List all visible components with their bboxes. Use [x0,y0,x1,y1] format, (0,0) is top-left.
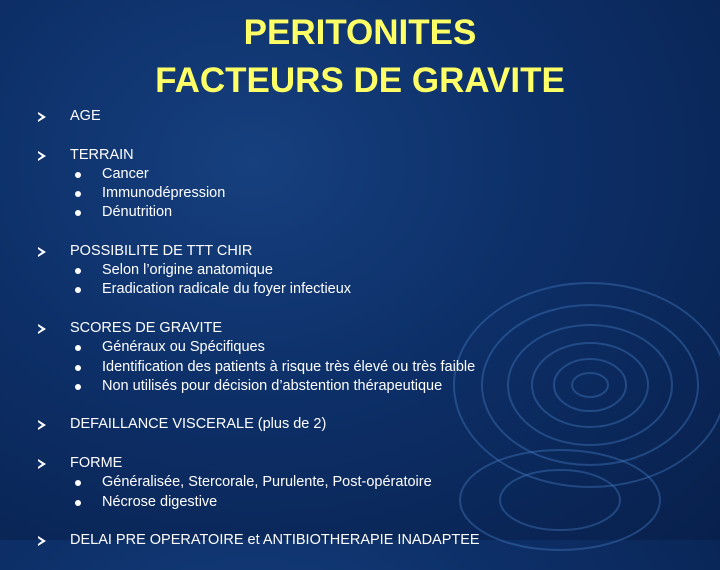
sub-item [70,377,480,396]
sub-item [70,358,480,377]
sub-item-label: Eradication radicale du foyer infectieux [102,281,352,298]
severity-factors-list [38,107,480,570]
list-item-terrain [38,146,480,223]
arrow-bullet-icon [38,151,46,161]
item-label: POSSIBILITE DE TTT CHIR [70,243,253,260]
sub-list [70,338,480,396]
dot-bullet-icon [75,287,81,293]
item-label: SCORES DE GRAVITE [70,320,223,337]
arrow-bullet-icon [38,459,46,469]
list-item-preop-delay [38,531,480,550]
slide-title-line-2: FACTEURS DE GRAVITE [155,61,565,100]
sub-item-label: Dénutrition [102,204,173,221]
slide-title-line-1: PERITONITES [243,13,477,52]
sub-item-label: Selon l’origine anatomique [102,262,273,279]
arrow-bullet-icon [38,420,46,430]
sub-item [70,203,480,222]
sub-item-label: Immunodépression [102,185,226,202]
sub-list [70,473,480,511]
sub-item [70,493,480,512]
sub-item-label: Non utilisés pour décision d’abstention thérapeutique [102,377,443,394]
dot-bullet-icon [75,172,81,178]
sub-list [70,261,480,299]
dot-bullet-icon [75,384,81,390]
dot-bullet-icon [75,210,81,216]
item-label: AGE [70,108,101,124]
dot-bullet-icon [75,500,81,506]
list-item-organ-failure [38,415,480,434]
list-item-severity-scores [38,319,480,396]
dot-bullet-icon [75,365,81,371]
dot-bullet-icon [75,191,81,197]
sub-item [70,473,480,492]
list-item-form [38,454,480,512]
sub-item [70,184,480,203]
list-item-surgical-possibility [38,242,480,300]
item-label: FORME [70,455,123,472]
sub-item [70,165,480,184]
sub-item-label: Identification des patients à risque très élevé ou très faible [102,358,476,375]
item-label: DEFAILLANCE VISCERALE (plus de 2) [70,416,327,433]
dot-bullet-icon [75,268,81,274]
dot-bullet-icon [75,480,81,486]
sub-item [70,280,480,299]
arrow-bullet-icon [38,324,46,334]
arrow-bullet-icon [38,247,46,257]
sub-item-label: Généraux ou Spécifiques [102,339,265,356]
item-label: DELAI PRE OPERATOIRE et ANTIBIOTHERAPIE INADAPTEE [70,532,480,549]
arrow-bullet-icon [38,536,46,546]
sub-item-label: Nécrose digestive [102,493,218,510]
sub-list [70,165,480,223]
arrow-bullet-icon [38,112,46,122]
sub-item-label: Généralisée, Stercorale, Purulente, Post-opératoire [102,474,432,491]
item-label: TERRAIN [70,146,134,163]
list-item-age [38,107,480,126]
sub-item [70,338,480,357]
dot-bullet-icon [75,345,81,351]
sub-item-label: Cancer [102,165,149,182]
sub-item [70,261,480,280]
